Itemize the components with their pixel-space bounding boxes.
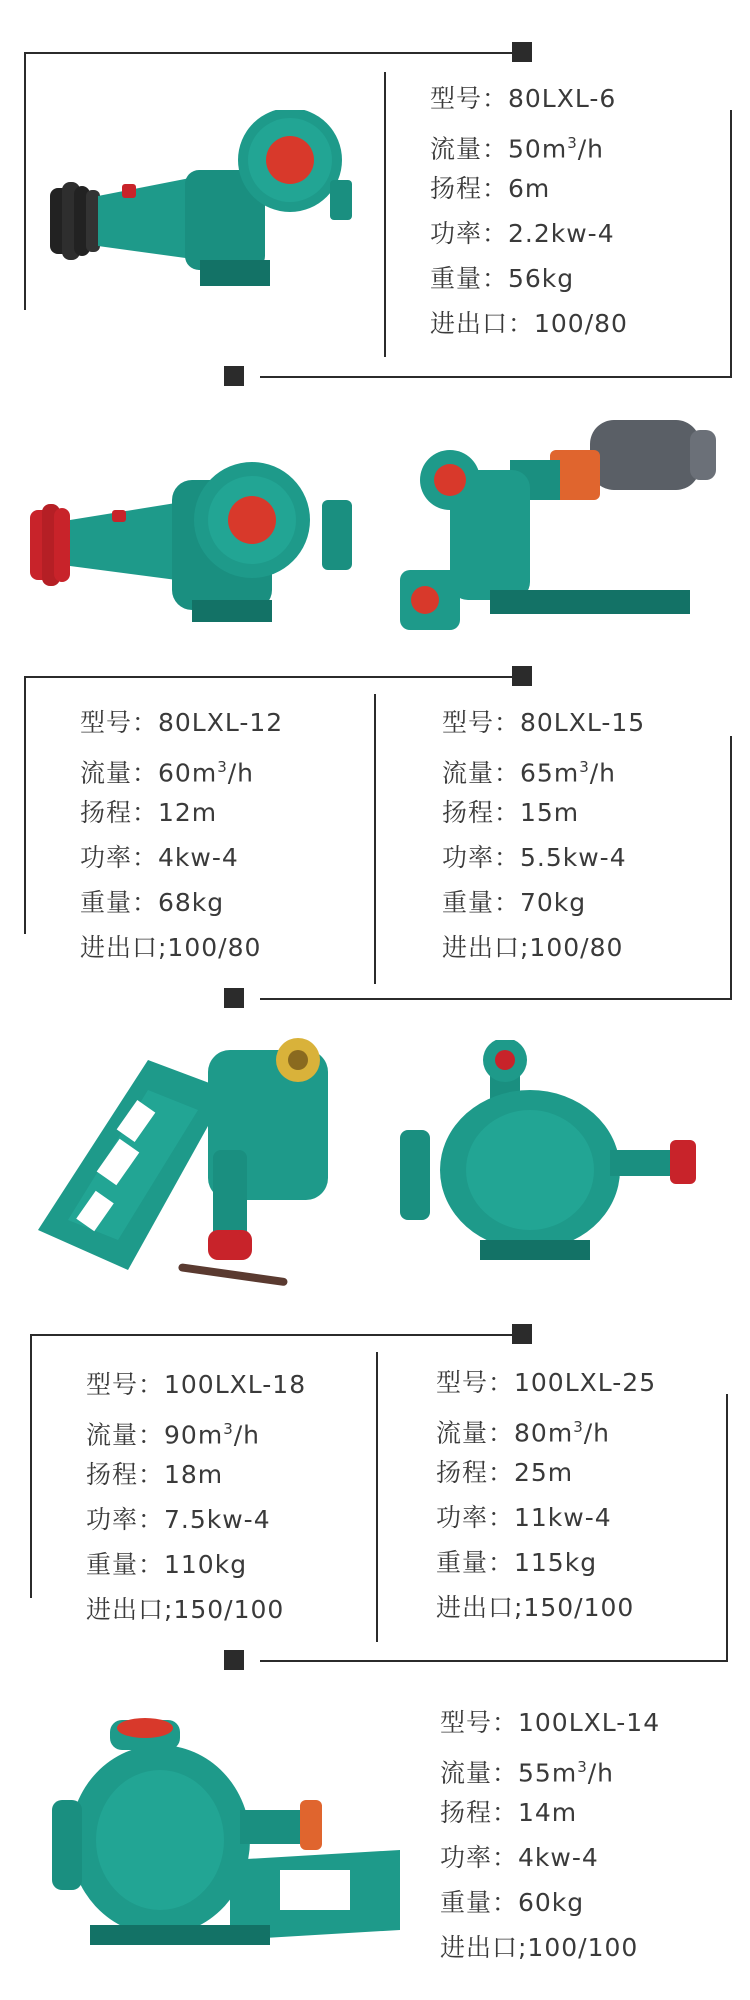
frame-line — [24, 676, 520, 678]
spec-flow-exp: 3 — [579, 758, 590, 776]
spec-flow-value: 50m — [508, 134, 568, 164]
pump-image-with-base — [28, 1030, 368, 1300]
frame-line — [24, 52, 26, 310]
pump-image-80lxl-12 — [22, 440, 372, 640]
spec-flow — [436, 1405, 656, 1450]
spec-model: 型号：100LXL-18 — [86, 1370, 307, 1399]
frame-line — [260, 376, 732, 378]
spec-flow-value: 55m — [518, 1758, 578, 1788]
spec-head: 扬程：14m — [440, 1798, 578, 1827]
spec-flow — [442, 745, 645, 790]
frame-line — [260, 998, 732, 1000]
spec-flow — [80, 745, 283, 790]
frame-square — [224, 1650, 244, 1670]
frame-line — [384, 72, 386, 357]
spec-head: 扬程：18m — [86, 1460, 224, 1489]
spec-flow-value: 90m — [164, 1420, 224, 1450]
spec-power: 功率：5.5kw-4 — [442, 843, 627, 872]
spec-head: 扬程：25m — [436, 1458, 574, 1487]
spec-block-1 — [430, 76, 628, 346]
spec-model: 型号：100LXL-25 — [436, 1368, 657, 1397]
spec-flow — [86, 1407, 306, 1452]
spec-weight: 重量：60kg — [440, 1888, 585, 1917]
frame-line — [376, 1352, 378, 1642]
spec-flow-unit: /h — [587, 1758, 615, 1788]
spec-flow-label: 流量： — [430, 134, 509, 164]
spec-model: 型号：80LXL-12 — [80, 708, 284, 737]
spec-port: 进出口;100/80 — [442, 933, 624, 962]
frame-square — [224, 988, 244, 1008]
frame-line — [726, 1394, 728, 1660]
spec-model: 型号：100LXL-14 — [440, 1708, 661, 1737]
spec-block-3 — [442, 700, 645, 970]
frame-line — [24, 52, 520, 54]
spec-flow — [430, 121, 628, 166]
spec-weight: 重量：110kg — [86, 1550, 248, 1579]
spec-flow-label: 流量： — [80, 758, 159, 788]
spec-flow-label: 流量： — [440, 1758, 519, 1788]
spec-port: 进出口;150/100 — [436, 1593, 635, 1622]
spec-port: 进出口;150/100 — [86, 1595, 285, 1624]
spec-weight: 重量：70kg — [442, 888, 587, 917]
spec-block-6 — [440, 1700, 660, 1970]
spec-flow-exp: 3 — [223, 1420, 234, 1438]
frame-square — [512, 42, 532, 62]
spec-power: 功率：7.5kw-4 — [86, 1505, 271, 1534]
spec-flow-exp: 3 — [573, 1418, 584, 1436]
spec-flow-label: 流量： — [442, 758, 521, 788]
spec-port: 进出口;100/80 — [80, 933, 262, 962]
spec-flow-unit: /h — [233, 1420, 261, 1450]
spec-power: 功率：11kw-4 — [436, 1503, 612, 1532]
spec-block-4 — [86, 1362, 306, 1632]
spec-power: 功率：4kw-4 — [440, 1843, 599, 1872]
spec-port: 进出口：100/80 — [430, 309, 628, 338]
frame-line — [260, 1660, 728, 1662]
pump-image-100lxl-14 — [50, 1700, 410, 1960]
spec-flow-unit: /h — [583, 1418, 611, 1448]
spec-model: 型号：80LXL-15 — [442, 708, 646, 737]
spec-head: 扬程：15m — [442, 798, 580, 827]
pump-image-80lxl-6 — [40, 110, 370, 300]
spec-flow-exp: 3 — [577, 1758, 588, 1776]
spec-block-5 — [436, 1360, 656, 1630]
frame-line — [24, 676, 26, 934]
spec-flow-value: 80m — [514, 1418, 574, 1448]
pump-image-side-view — [390, 1040, 710, 1280]
frame-line — [730, 110, 732, 378]
spec-flow-exp: 3 — [217, 758, 228, 776]
frame-square — [512, 666, 532, 686]
frame-line — [374, 694, 376, 984]
spec-port: 进出口;100/100 — [440, 1933, 639, 1962]
spec-weight: 重量：68kg — [80, 888, 225, 917]
spec-flow-unit: /h — [577, 134, 605, 164]
spec-flow-label: 流量： — [436, 1418, 515, 1448]
frame-square — [512, 1324, 532, 1344]
spec-flow-unit: /h — [227, 758, 255, 788]
spec-flow-exp: 3 — [567, 134, 578, 152]
frame-line — [30, 1334, 520, 1336]
frame-line — [730, 736, 732, 998]
spec-power: 功率：2.2kw-4 — [430, 219, 615, 248]
spec-weight: 重量：115kg — [436, 1548, 598, 1577]
pump-image-80lxl-15 — [390, 410, 730, 650]
spec-flow-value: 65m — [520, 758, 580, 788]
spec-flow-value: 60m — [158, 758, 218, 788]
spec-flow — [440, 1745, 660, 1790]
frame-square — [224, 366, 244, 386]
spec-flow-label: 流量： — [86, 1420, 165, 1450]
spec-flow-unit: /h — [589, 758, 617, 788]
spec-weight: 重量：56kg — [430, 264, 575, 293]
spec-power: 功率：4kw-4 — [80, 843, 239, 872]
frame-line — [30, 1334, 32, 1598]
spec-head: 扬程：6m — [430, 174, 551, 203]
spec-block-2 — [80, 700, 283, 970]
spec-model: 型号：80LXL-6 — [430, 84, 617, 113]
spec-head: 扬程：12m — [80, 798, 218, 827]
